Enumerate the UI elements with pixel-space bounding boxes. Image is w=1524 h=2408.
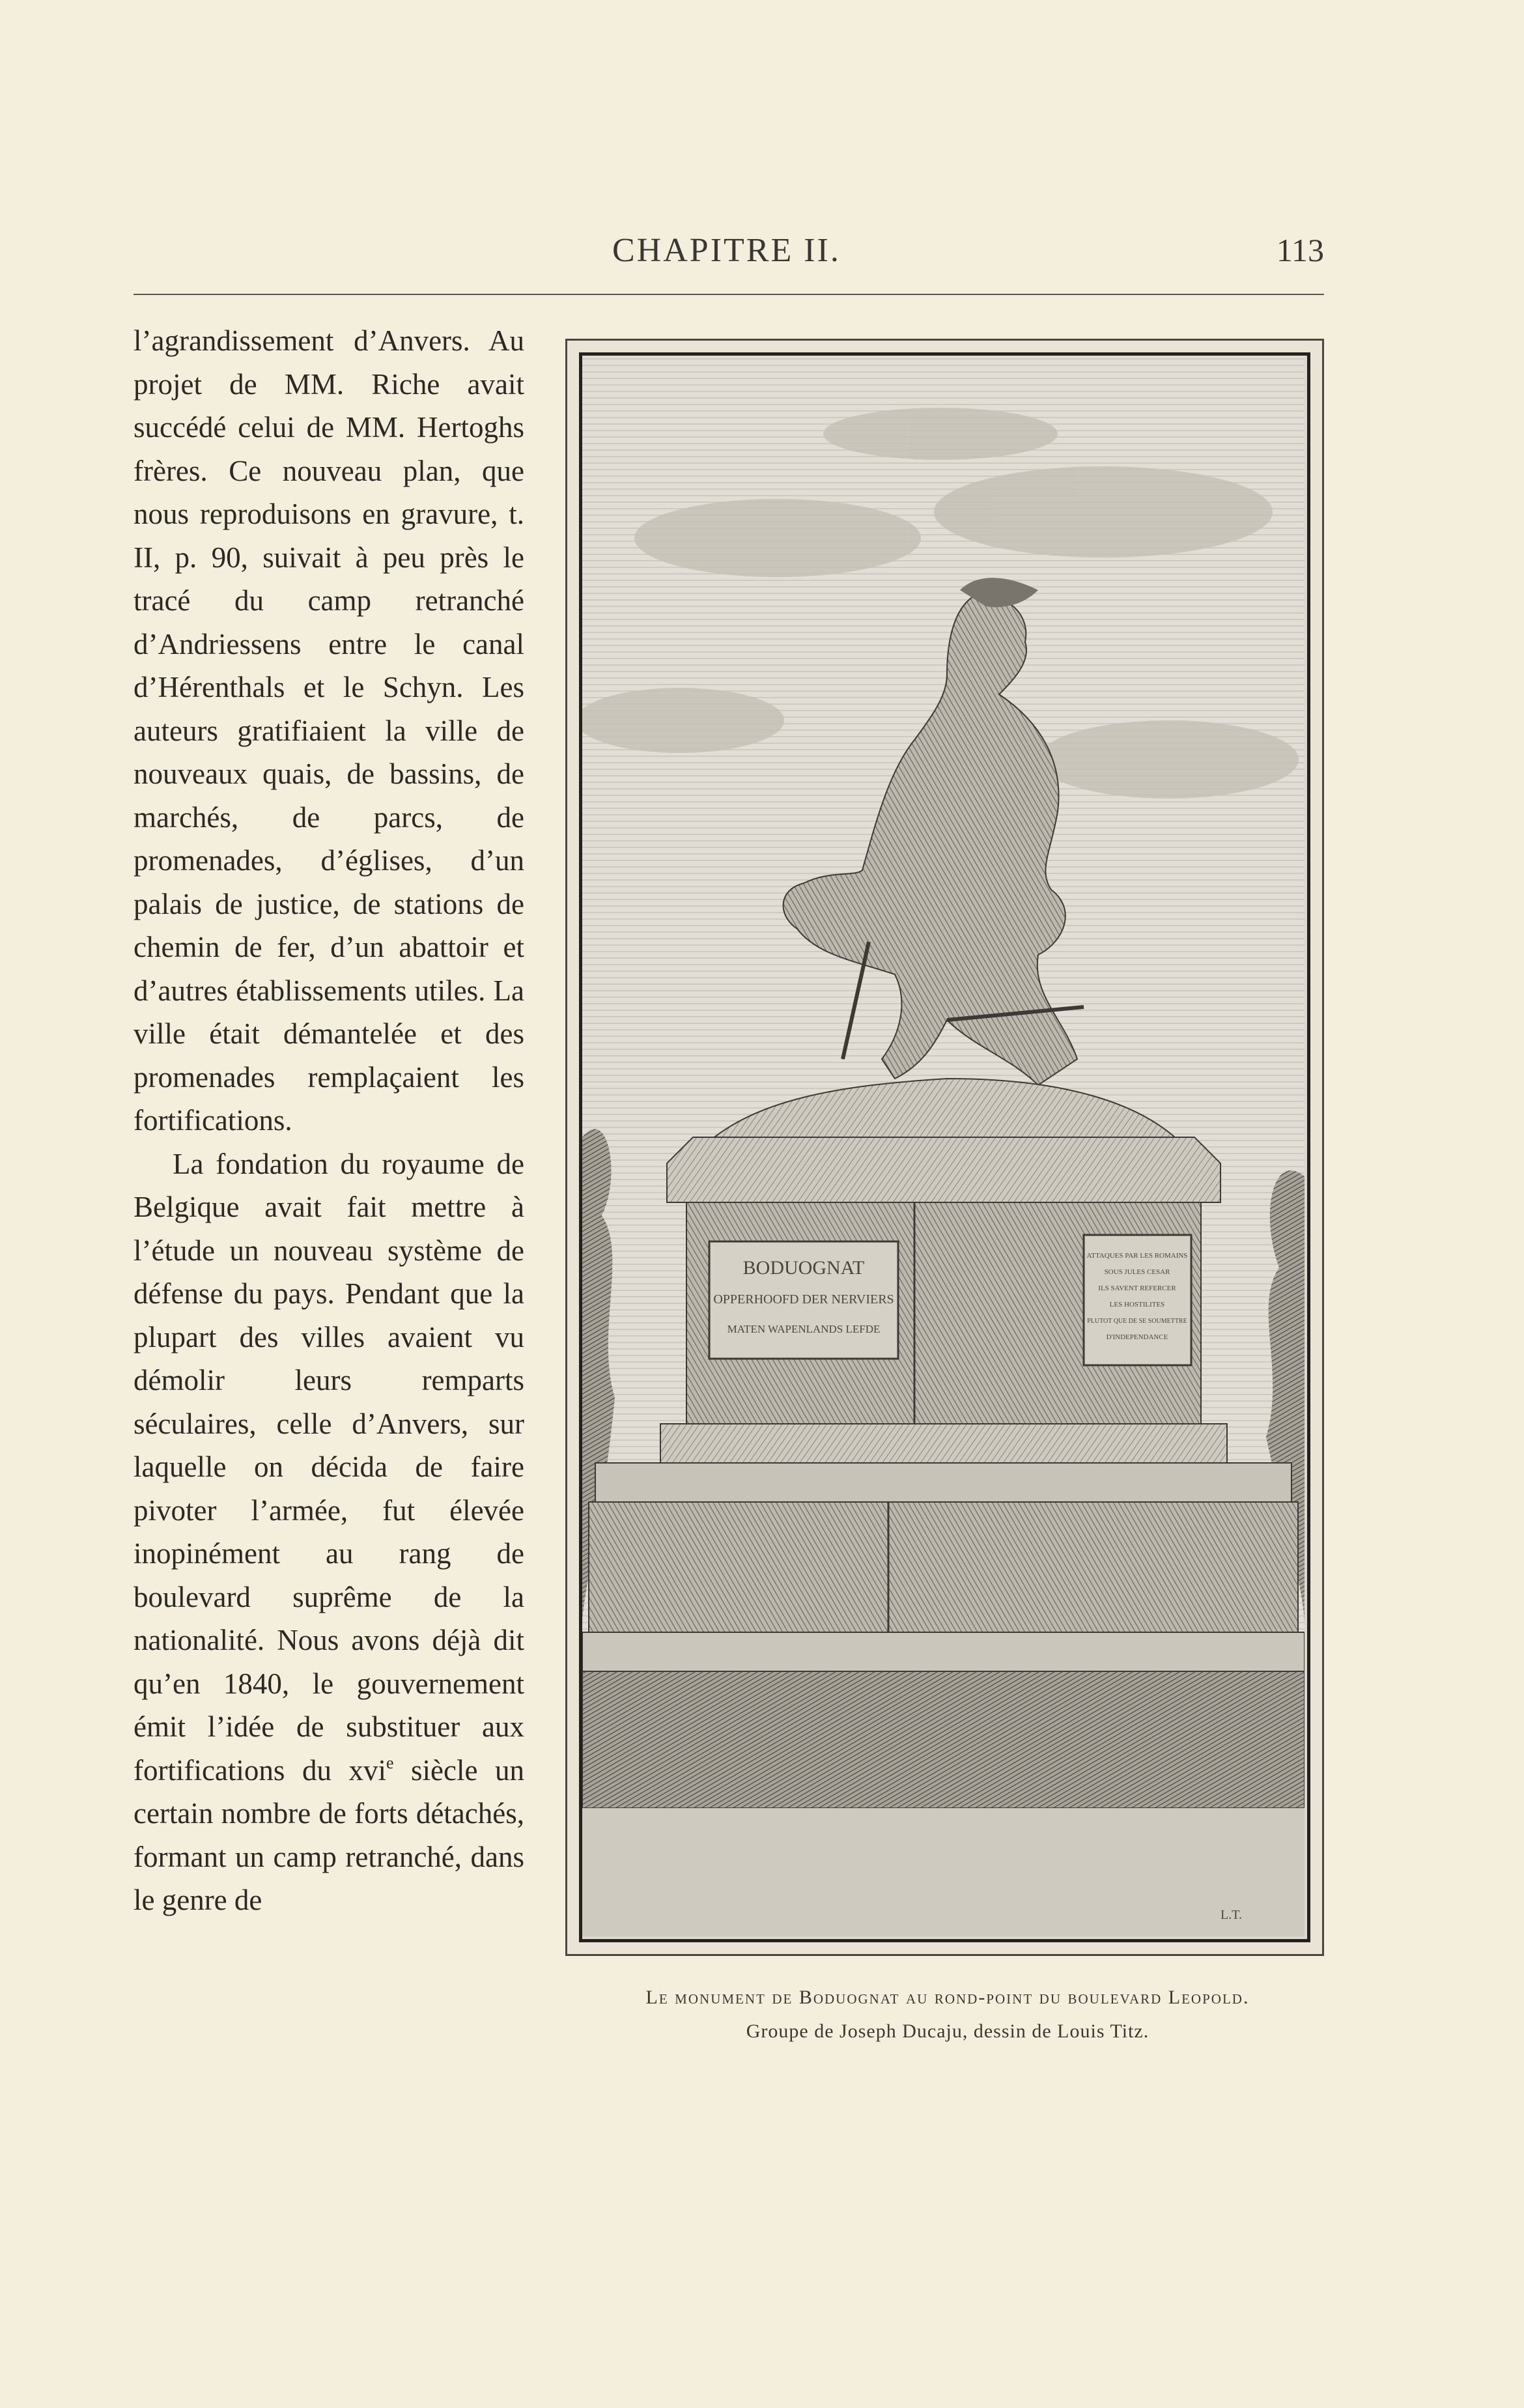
- monument-illustration: [582, 356, 1305, 1936]
- inscription-plaque-left: [709, 1241, 898, 1359]
- figure-caption: [573, 1987, 1322, 2043]
- inscription-right-line-5: PLUTOT QUE DE SE SOUMETTRE: [1087, 1318, 1187, 1325]
- inscription-left-line-2: OPPERHOOFD DER NERVIERS: [713, 1292, 894, 1307]
- inscription-right-line-3: ILS SAVENT REFERCER: [1098, 1284, 1176, 1292]
- base-block: [589, 1502, 1298, 1632]
- header-rule: [134, 294, 1324, 295]
- caption-title: Le monument de Boduognat au rond-point du boulevard Leopold.: [645, 1987, 1250, 2008]
- page-number: 113: [1276, 232, 1324, 268]
- base-step-2: [582, 1671, 1305, 1808]
- chapter-title: CHAPITRE II.: [612, 232, 841, 269]
- inscription-left-line-1: BODUOGNAT: [742, 1257, 865, 1279]
- plinth-2: [595, 1463, 1291, 1502]
- paragraph-2: [134, 1142, 524, 1922]
- engraving-plate: [565, 339, 1324, 1956]
- artist-signature: L.T.: [1221, 1908, 1242, 1922]
- inscription-plaque-right: [1084, 1235, 1191, 1365]
- inscription-left-line-3: MATEN WAPENLANDS LEFDE: [727, 1323, 881, 1335]
- superscript-e: e: [386, 1753, 394, 1772]
- inscription-right-line-2: SOUS JULES CESAR: [1104, 1268, 1170, 1276]
- caption-credit: Groupe de Joseph Ducaju, dessin de Louis Titz.: [746, 2020, 1150, 2042]
- pedestal-cap: [667, 1137, 1221, 1202]
- paragraph-2-text-b: siècle un certain nombre de forts détachés, formant un camp retranché, dans le genre de: [134, 1753, 524, 1916]
- body-text-column: [134, 319, 524, 1922]
- base-step-1: [582, 1632, 1305, 1671]
- inscription-right-line-6: D'INDEPENDANCE: [1106, 1333, 1168, 1341]
- ground: [582, 1808, 1305, 1936]
- running-header: [134, 231, 1324, 303]
- inscription-right-line-4: LES HOSTILITES: [1109, 1301, 1165, 1309]
- engraving-image: [579, 352, 1310, 1942]
- paragraph-1: l’agrandissement d’Anvers. Au projet de MM. Riche avait succédé celui de MM. Hertoghs frères. Ce nouveau plan, que nous reproduisons en gravure, t. II, p. 90, suivait à peu près le tracé du camp retranché d’Andriessens entre le canal d’Hérenthals et le Schyn. Les auteurs gratifiaient la ville de nouveaux quais, de bassins, de marchés, de parcs, de promenades, d’églises, d’un palais de justice, de stations de chemin de fer, d’un abattoir et d’autres établissements utiles. La ville était démantelée et des promenades remplaçaient les fortifications.: [134, 324, 524, 1137]
- inscription-right-line-1: ATTAQUES PAR LES ROMAINS: [1086, 1252, 1188, 1260]
- plinth-1: [660, 1424, 1227, 1463]
- paragraph-2-text-a: La fondation du royaume de Belgique avait fait mettre à l’étude un nouveau système de défense du pays. Pendant que la plupart des villes avaient vu démolir leurs remparts séculaires, celle d’Anvers, sur laquelle on décida de faire pivoter l’armée, fut élevée inopinément au rang de boulevard suprême de la nationalité. Nous avons déjà dit qu’en 1840, le gouvernement émit l’idée de substituer aux fortifications du xvi: [134, 1147, 524, 1787]
